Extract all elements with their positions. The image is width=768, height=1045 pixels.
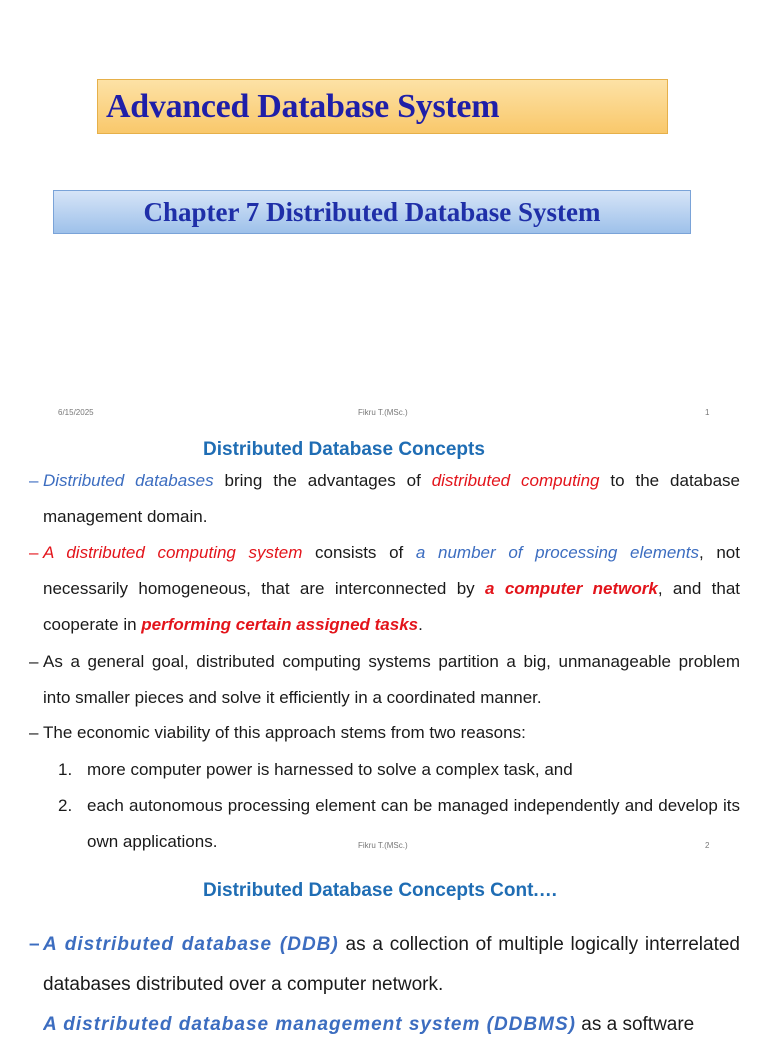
term-distributed-computing: distributed computing [431, 471, 600, 490]
list-item: more computer power is harnessed to solve a complex task, and [87, 760, 573, 779]
term-ddbms: A distributed database management system (DDBMS) [43, 1014, 576, 1035]
bullet-dash: – [29, 934, 40, 955]
bullet-text: , and that cooperate in [43, 579, 740, 634]
term-distributed-databases: Distributed databases [43, 471, 214, 490]
term-processing-elements: a number of processing elements [415, 543, 699, 562]
term-distributed-computing-system: A distributed computing system [43, 543, 303, 562]
bullet-ddbms-definition [43, 1005, 740, 1045]
bullet-text: as a software [575, 1014, 695, 1035]
chapter-title: Chapter 7 Distributed Database System [143, 196, 601, 227]
bullet-dash: – [29, 471, 39, 490]
bullet-text: . [418, 615, 423, 634]
section-heading: Distributed Database Concepts [203, 439, 485, 460]
chapter-banner [53, 190, 691, 234]
bullet-text: , not necessarily homogeneous, that are interconnected by [43, 543, 740, 598]
footer-page-number: 2 [705, 841, 710, 850]
title-banner [97, 79, 668, 134]
bullet-dash: – [29, 723, 39, 742]
bullet-distributed-databases [43, 463, 740, 535]
footer-author: Fikru T.(MSc.) [358, 408, 408, 417]
footer-date: 6/15/2025 [58, 408, 94, 417]
list-number: 2. [58, 796, 73, 815]
term-ddb: A distributed database (DDB) [43, 934, 339, 955]
section-heading: Distributed Database Concepts Cont.… [203, 880, 558, 901]
footer-page-number: 1 [705, 408, 710, 417]
slide-title: Advanced Database System [106, 87, 500, 125]
bullet-dash: – [29, 543, 39, 562]
term-assigned-tasks: performing certain assigned tasks [141, 615, 419, 634]
bullet-dash: – [29, 652, 39, 671]
term-computer-network: a computer network [485, 579, 658, 598]
bullet-text: consists of [302, 543, 416, 562]
list-number: 1. [58, 760, 73, 779]
bullet-general-goal: As a general goal, distributed computing systems partition a big, unmanageable problem into smaller pieces and solve it efficiently in a coordinated manner. [43, 652, 740, 707]
bullet-text: bring the advantages of [213, 471, 432, 490]
bullet-ddb-definition [43, 925, 740, 1005]
footer-author: Fikru T.(MSc.) [358, 841, 408, 850]
bullet-text: as a collection of multiple logically interrelated databases distributed over a computer network. [43, 934, 740, 995]
bullet-economic-viability: The economic viability of this approach stems from two reasons: [43, 723, 526, 742]
bullet-distributed-computing-system [43, 535, 740, 643]
bullet-text: to the database management domain. [43, 471, 740, 526]
list-item: each autonomous processing element can be managed independently and develop its own applications. [87, 796, 740, 851]
